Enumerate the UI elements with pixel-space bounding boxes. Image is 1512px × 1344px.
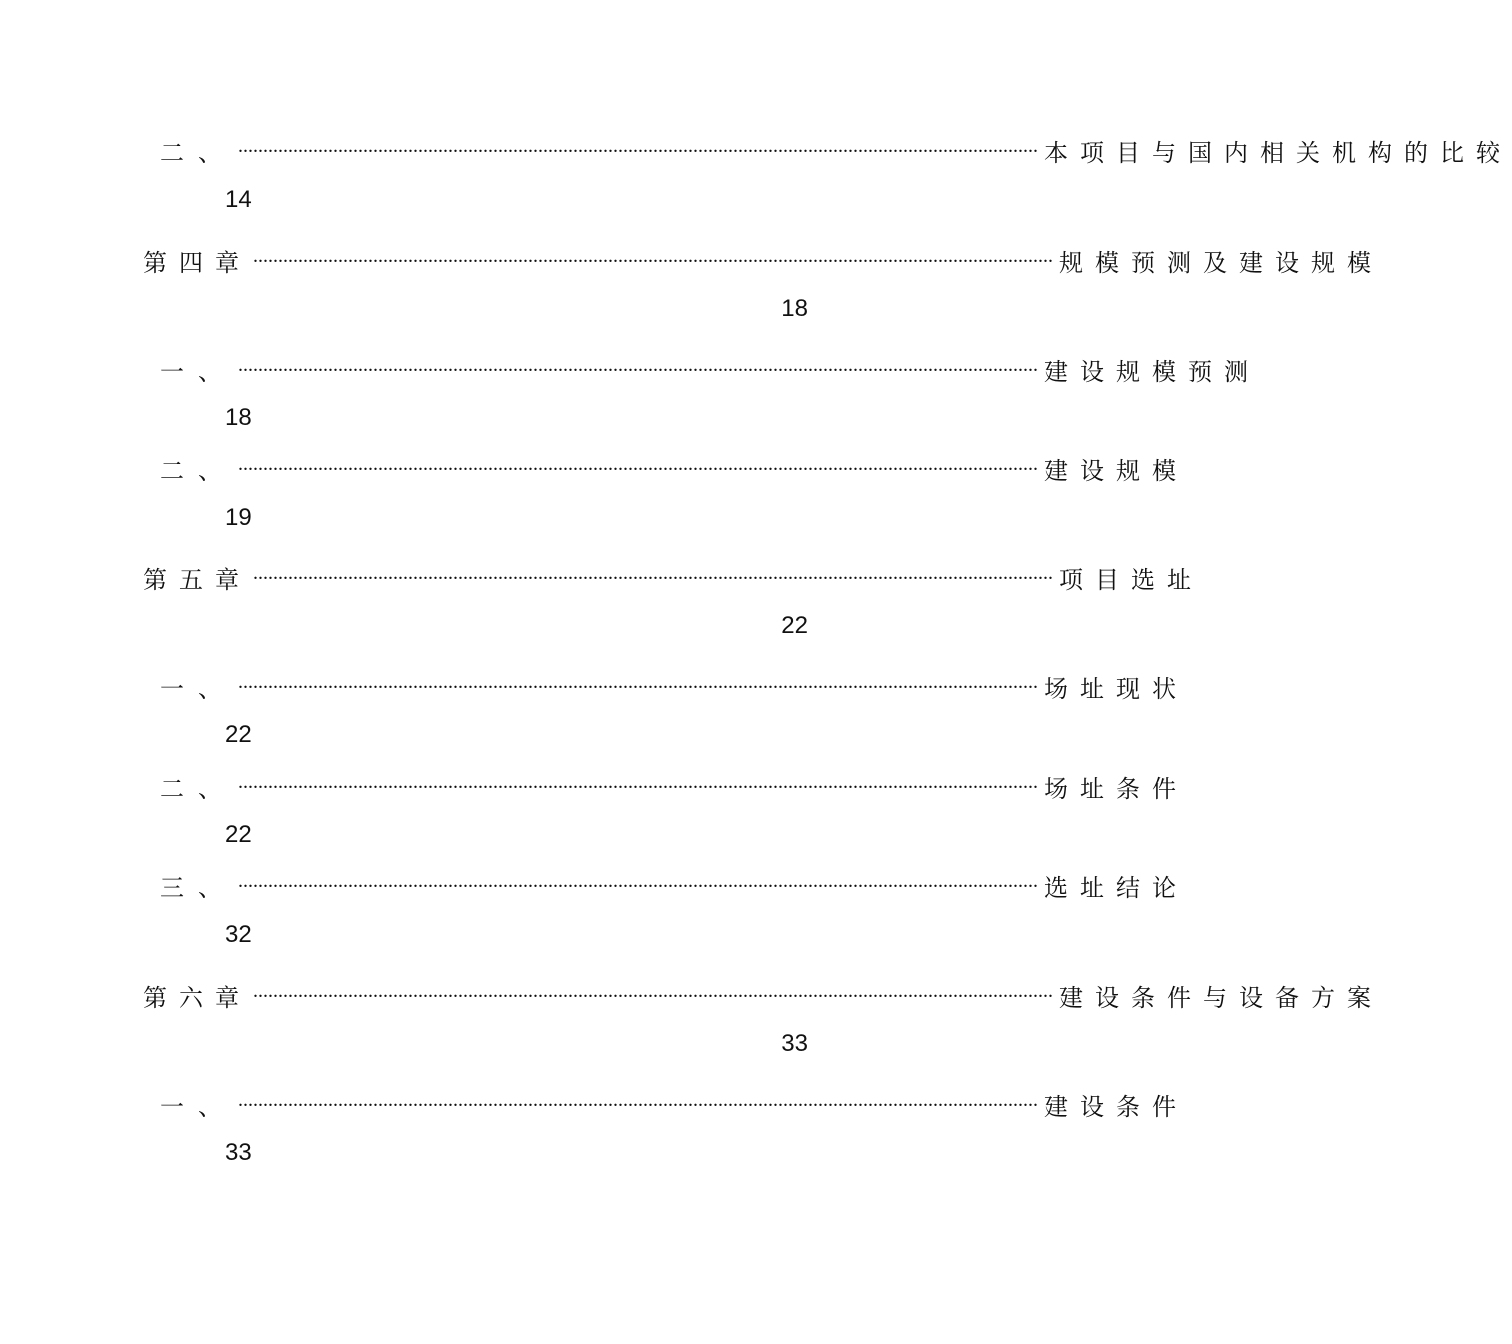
toc-entry-title: 本项目与国内相关机构的比较 [1044,138,1512,167]
toc-entry-label: 第六章 [143,983,251,1012]
toc-entry-page-number: 22 [225,721,252,748]
toc-entry-label: 二、 [160,774,236,803]
toc-entry-label: 三、 [160,873,236,902]
toc-entry-label: 一、 [160,674,236,703]
toc-entry-line [160,448,1188,488]
toc-entry-title: 项目选址 [1059,565,1203,594]
toc-entry-label: 一、 [160,1092,236,1121]
leader-dots: ................................................................................................................................................................ [238,453,1038,475]
toc-entry-line [143,240,1383,280]
toc-entry-label: 第五章 [143,565,251,594]
leader-dots: ................................................................................................................................................................ [238,354,1038,376]
toc-entry-line [143,975,1383,1015]
toc-entry-page-number: 19 [225,504,252,531]
leader-dots: ................................................................................................................................................................ [238,1089,1038,1111]
toc-entry-title: 场址现状 [1044,674,1188,703]
toc-entry-label: 一、 [160,357,236,386]
toc-entry-page-number: 22 [781,612,808,639]
toc-entry-line [160,865,1188,905]
leader-dots: ................................................................................................................................................................ [253,980,1053,1002]
leader-dots: ................................................................................................................................................................ [238,135,1038,157]
toc-entry-title: 建设规模 [1044,456,1188,485]
toc-entry-page-number: 33 [781,1030,808,1057]
toc-entry-title: 场址条件 [1044,774,1188,803]
toc-entry-line [143,557,1203,597]
toc-entry-label: 第四章 [143,248,251,277]
toc-entry-page-number: 14 [225,186,252,213]
toc-entry-title: 建设条件 [1044,1092,1188,1121]
toc-entry-page-number: 33 [225,1139,252,1166]
toc-entry-label: 二、 [160,138,236,167]
toc-entry-page-number: 18 [225,404,252,431]
leader-dots: ................................................................................................................................................................ [238,870,1038,892]
toc-entry-line [160,130,1512,170]
leader-dots: ................................................................................................................................................................ [253,245,1053,267]
toc-entry-title: 建设规模预测 [1044,357,1260,386]
leader-dots: ................................................................................................................................................................ [238,771,1038,793]
leader-dots: ................................................................................................................................................................ [253,562,1053,584]
toc-entry-page-number: 18 [781,295,808,322]
toc-entry-title: 选址结论 [1044,873,1188,902]
toc-entry-line [160,1084,1188,1124]
leader-dots: ................................................................................................................................................................ [238,671,1038,693]
toc-entry-title: 建设条件与设备方案 [1059,983,1383,1012]
toc-entry-page-number: 32 [225,921,252,948]
toc-entry-title: 规模预测及建设规模 [1059,248,1383,277]
toc-entry-line [160,766,1188,806]
toc-entry-line [160,666,1188,706]
toc-entry-line [160,349,1260,389]
toc-entry-page-number: 22 [225,821,252,848]
toc-entry-label: 二、 [160,456,236,485]
